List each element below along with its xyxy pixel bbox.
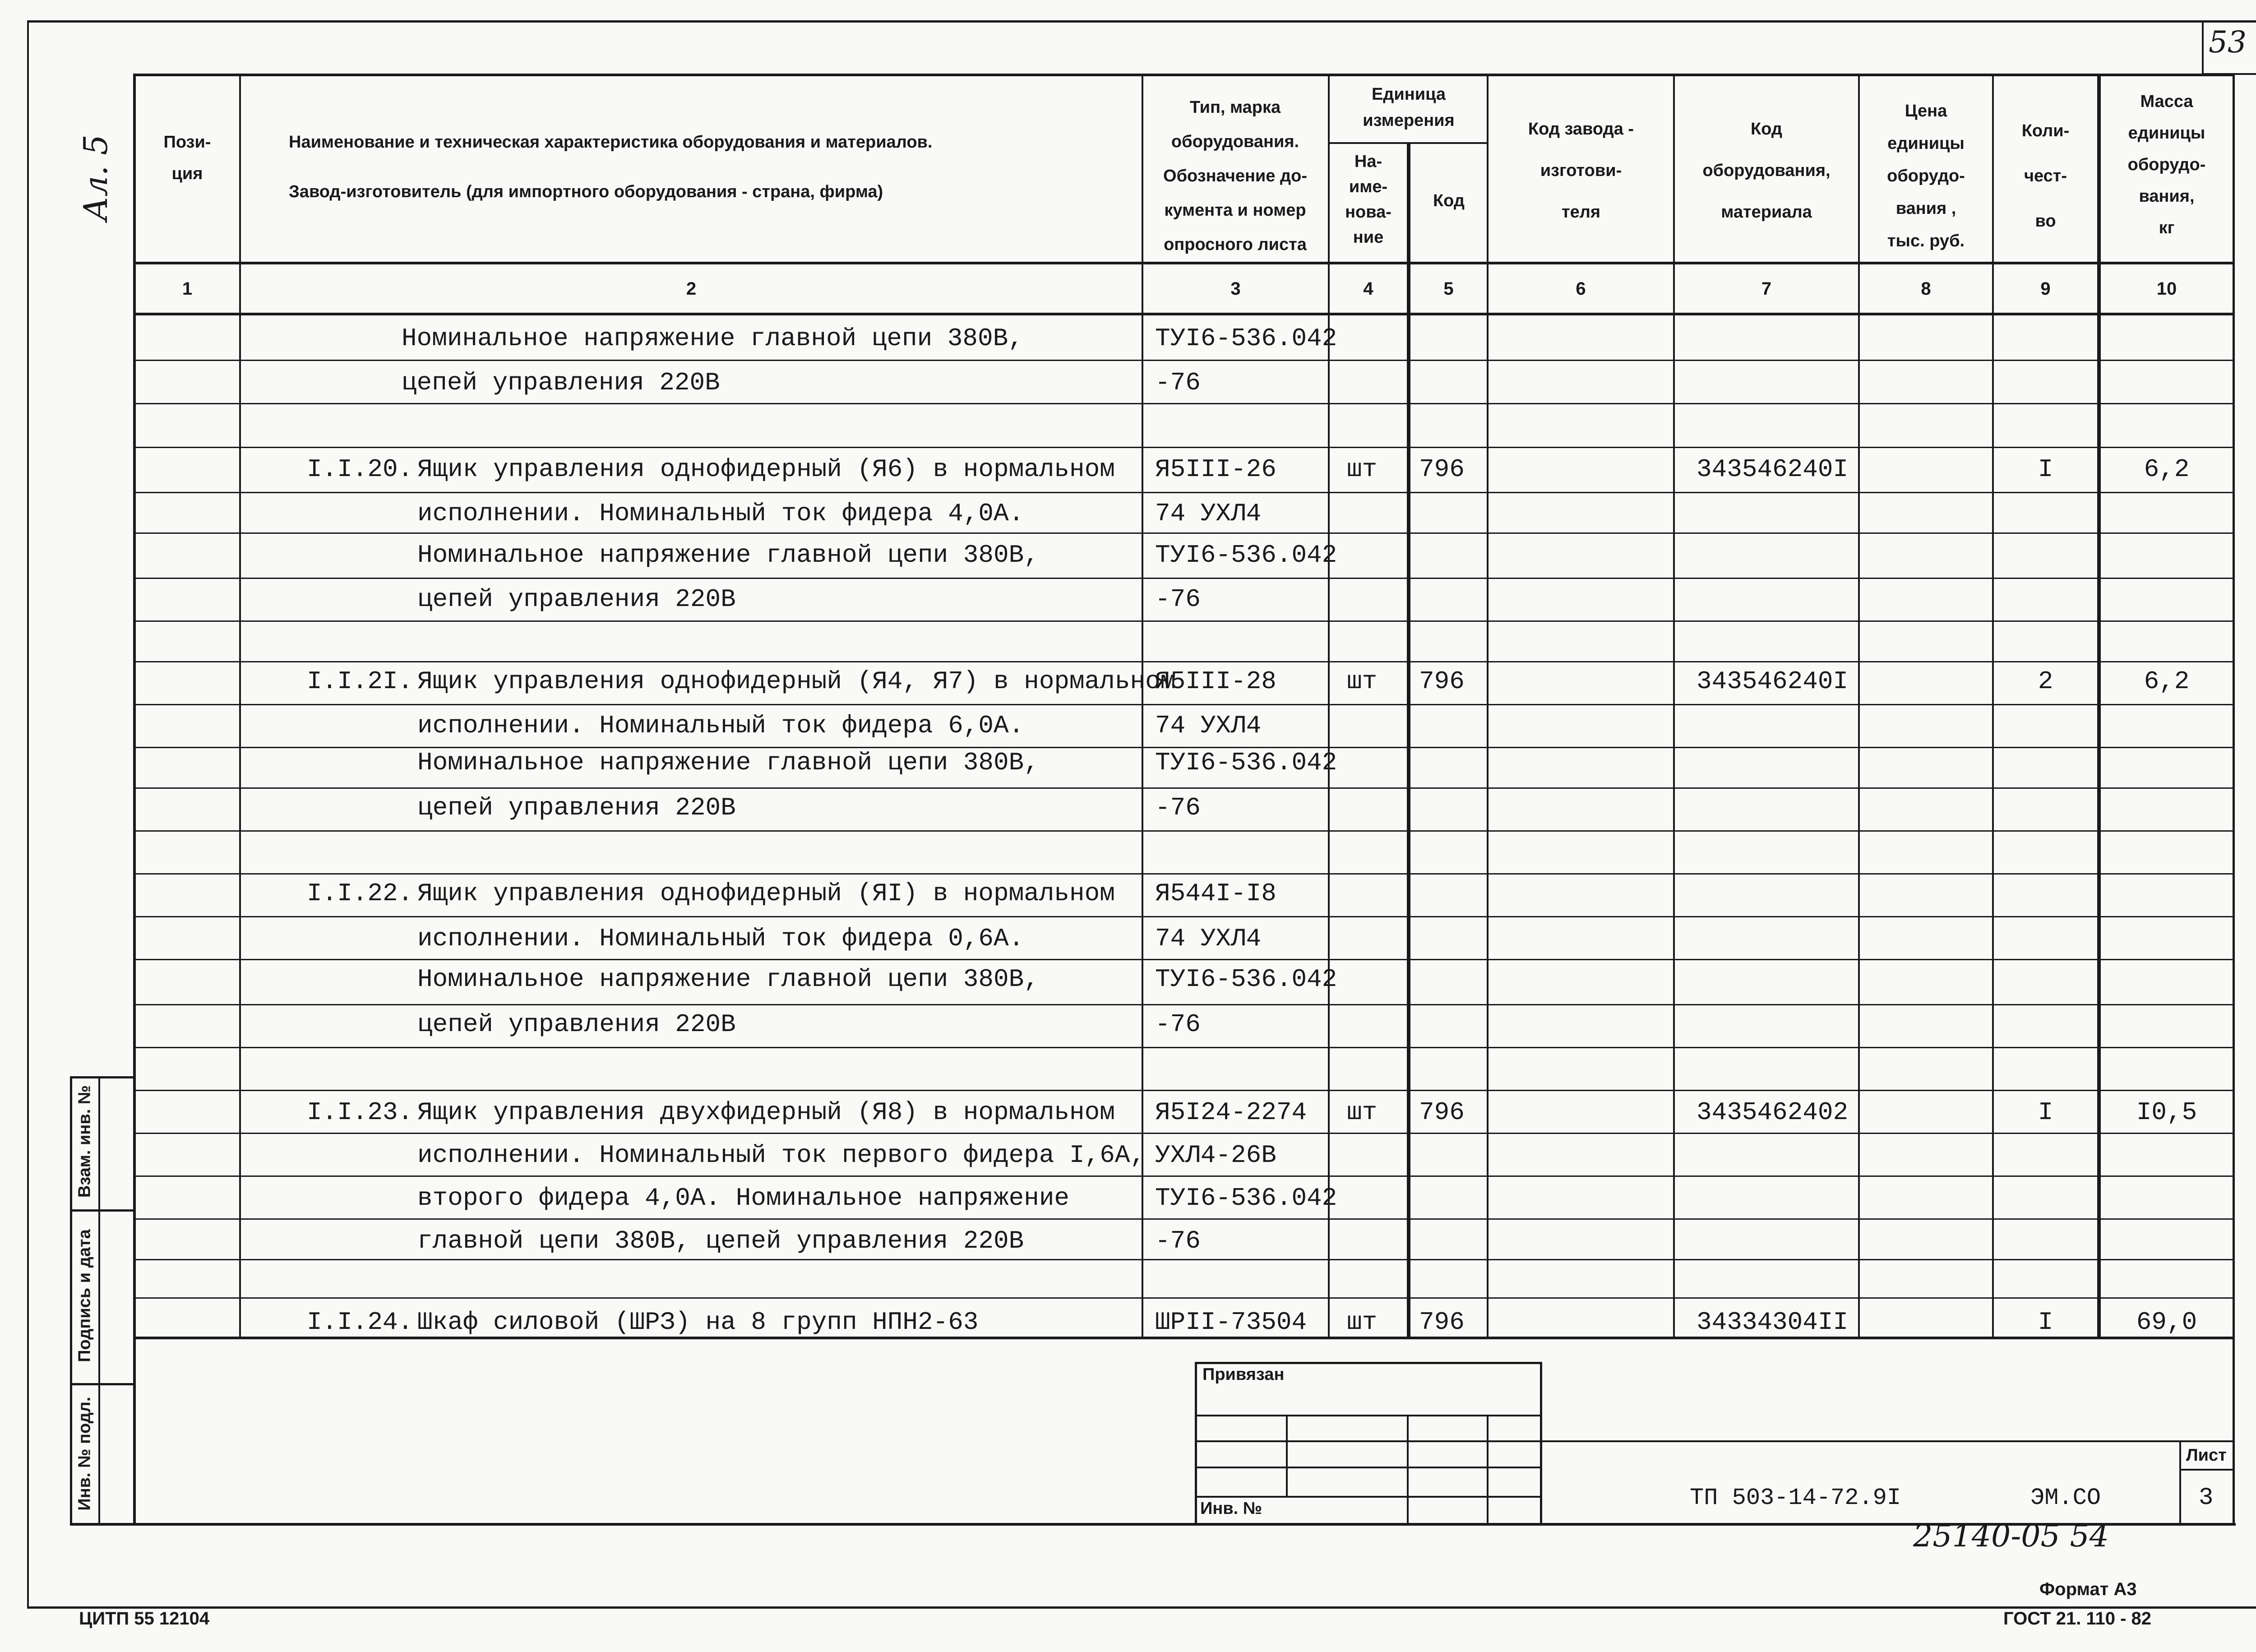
row-separator <box>134 1004 2233 1005</box>
side-box-original-inv: Инв. № подл. <box>75 1397 94 1511</box>
row-description: Ящик управления однофидерный (Я4, Я7) в нормальном <box>417 667 1176 696</box>
row-mass: I0,5 <box>2136 1098 2197 1127</box>
row-description: цепей управления 220В <box>417 1010 736 1039</box>
header-type: Тип, марка оборудования. Обозначение до- кумента и номер опросного листа <box>1163 98 1307 254</box>
frame-top <box>27 20 2256 23</box>
row-type: ТУI6-536.042 <box>1155 541 1337 569</box>
row-type: 74 УХЛ4 <box>1155 711 1262 740</box>
row-unit: шт <box>1347 455 1378 484</box>
row-separator <box>134 1133 2233 1134</box>
row-type: -76 <box>1155 793 1201 822</box>
stamp-doc-mark: ЭМ.СО <box>2030 1485 2101 1511</box>
row-separator <box>134 959 2233 960</box>
row-description: Номинальное напряжение главной цепи 380В, <box>417 965 1039 994</box>
row-equipment-code: 343546240I <box>1697 455 1849 484</box>
row-separator <box>134 1297 2233 1299</box>
row-separator <box>134 447 2233 448</box>
stamp-list-label: Лист <box>2186 1446 2227 1465</box>
col-number-6: 6 <box>1576 279 1586 299</box>
row-equipment-code: 3435462402 <box>1697 1098 1849 1127</box>
footer-gost: ГОСТ 21. 110 - 82 <box>2003 1609 2151 1629</box>
row-equipment-code: 34334304II <box>1697 1308 1849 1337</box>
row-position: I.I.2I. <box>307 667 413 696</box>
stamp-inv-no-label: Инв. № <box>1200 1499 1262 1518</box>
header-mass: Масса единицы оборудо- вания, кг <box>2127 92 2206 237</box>
row-position: I.I.23. <box>307 1098 413 1127</box>
col-number-5: 5 <box>1443 279 1454 299</box>
side-box-inner <box>98 1076 100 1525</box>
row-position: I.I.24. <box>307 1308 413 1337</box>
stamp-line-2 <box>1195 1440 1542 1442</box>
row-separator <box>134 360 2233 361</box>
col-number-10: 10 <box>2156 279 2177 299</box>
row-separator <box>134 1218 2233 1220</box>
stamp-vline-1 <box>1286 1415 1288 1496</box>
row-unit-code: 796 <box>1419 667 1465 696</box>
row-mass: 6,2 <box>2144 455 2190 484</box>
stamp-line-3 <box>1195 1467 1542 1468</box>
row-position: I.I.20. <box>307 455 413 484</box>
row-description: исполнении. Номинальный ток фидера 0,6А. <box>417 924 1024 953</box>
row-description: второго фидера 4,0А. Номинальное напряжение <box>417 1184 1070 1212</box>
row-description: исполнении. Номинальный ток фидера 6,0А. <box>417 711 1024 740</box>
row-quantity: 2 <box>2038 667 2053 696</box>
row-type: Я5III-28 <box>1155 667 1276 696</box>
row-type: ТУI6-536.042 <box>1155 965 1337 994</box>
row-type: Я544I-I8 <box>1155 879 1276 908</box>
row-separator <box>134 916 2233 917</box>
side-box-replaced-inv: Взам. инв. № <box>75 1085 94 1198</box>
row-description: цепей управления 220В <box>417 585 736 614</box>
row-unit-code: 796 <box>1419 1308 1465 1337</box>
row-description: Ящик управления однофидерный (Я6) в нормальном <box>417 455 1115 484</box>
row-type: -76 <box>1155 368 1201 397</box>
stamp-line-4 <box>1195 1496 1542 1498</box>
col-line-5 <box>1487 74 1489 1339</box>
row-type: Я5III-26 <box>1155 455 1276 484</box>
row-description: исполнении. Номинальный ток фидера 4,0А. <box>417 499 1024 528</box>
side-box-sep-2 <box>70 1383 135 1385</box>
col-number-4: 4 <box>1363 279 1373 299</box>
stamp-privyazan-top <box>1195 1362 1542 1364</box>
stamp-privyazan-left <box>1195 1362 1197 1524</box>
row-mass: 69,0 <box>2136 1308 2197 1337</box>
col-number-7: 7 <box>1761 279 1772 299</box>
footer-format: Формат А3 <box>2039 1579 2137 1599</box>
row-separator <box>134 403 2233 404</box>
col-line-8 <box>1992 74 1994 1339</box>
header-quantity: Коли- чест- во <box>2021 121 2070 231</box>
header-unit-code: Код <box>1433 191 1465 210</box>
row-position: I.I.22. <box>307 879 413 908</box>
header-price: Цена единицы оборудо- вания , тыс. руб. <box>1887 102 1965 250</box>
row-type: УХЛ4-26В <box>1155 1141 1276 1170</box>
row-type: ТУI6-536.042 <box>1155 1184 1337 1212</box>
row-mass: 6,2 <box>2144 667 2190 696</box>
handwritten-number: 25140-05 54 <box>1913 1518 2109 1554</box>
table-bottom <box>133 1337 2235 1339</box>
sheet-mark-box-left <box>2202 20 2204 74</box>
row-description: Шкаф силовой (ШРЗ) на 8 групп НПН2-63 <box>417 1308 979 1337</box>
stamp-line-1 <box>1195 1415 1542 1416</box>
stamp-list-number: 3 <box>2199 1484 2214 1512</box>
row-separator <box>134 704 2233 705</box>
header-unit-name: На- име- нова- ние <box>1345 152 1392 247</box>
row-separator <box>134 1175 2233 1177</box>
row-description: Ящик управления однофидерный (ЯI) в нормальном <box>417 879 1115 908</box>
row-type: -76 <box>1155 1226 1201 1255</box>
stamp-vline-3 <box>1487 1415 1489 1525</box>
side-box-signature-date: Подпись и дата <box>75 1229 94 1362</box>
col-number-8: 8 <box>1921 279 1931 299</box>
row-type: -76 <box>1155 1010 1201 1039</box>
row-quantity: I <box>2038 455 2053 484</box>
side-box-left <box>70 1076 72 1525</box>
sheet-mark: 53 <box>2209 25 2247 60</box>
row-type: 74 УХЛ4 <box>1155 499 1262 528</box>
row-description: Номинальное напряжение главной цепи 380В, <box>402 324 1023 353</box>
row-separator <box>134 873 2233 875</box>
header-bottom <box>133 262 2235 264</box>
row-separator <box>134 1047 2233 1048</box>
row-separator <box>134 661 2233 662</box>
row-separator <box>134 492 2233 493</box>
header-description: Наименование и техническая характеристика оборудования и материалов. Завод-изготовитель (для импортного оборудования - страна, фирма) <box>289 133 933 201</box>
side-label: Ал. 5 <box>77 134 115 221</box>
header-factory-code: Код завода - изготови- теля <box>1528 120 1634 222</box>
frame-left <box>27 20 29 1609</box>
col-number-1: 1 <box>182 279 193 299</box>
colnum-bottom <box>133 313 2235 315</box>
row-description: Ящик управления двухфидерный (Я8) в нормальном <box>417 1098 1115 1127</box>
row-separator <box>134 578 2233 579</box>
col-line-10 <box>2233 74 2235 1524</box>
page-bottom-line <box>70 1523 2236 1526</box>
col-line-3 <box>1328 74 1330 1339</box>
row-unit-code: 796 <box>1419 1098 1465 1127</box>
row-separator <box>134 620 2233 622</box>
row-description: Номинальное напряжение главной цепи 380В, <box>417 748 1039 777</box>
row-type: Я5I24-2274 <box>1155 1098 1307 1127</box>
row-type: ТУI6-536.042 <box>1155 324 1337 353</box>
row-quantity: I <box>2038 1098 2053 1127</box>
row-separator <box>134 787 2233 789</box>
table-top <box>133 74 2235 76</box>
row-type: ТУI6-536.042 <box>1155 748 1337 777</box>
col-number-9: 9 <box>2040 279 2051 299</box>
side-box-sep-1 <box>70 1209 135 1212</box>
row-unit: шт <box>1347 1098 1378 1127</box>
col-line-6 <box>1673 74 1675 1339</box>
col-line-1 <box>239 74 241 1339</box>
row-unit: шт <box>1347 1308 1378 1337</box>
row-description: главной цепи 380В, цепей управления 220В <box>417 1226 1024 1255</box>
col-number-3: 3 <box>1230 279 1241 299</box>
col-line-9 <box>2097 74 2101 1339</box>
row-quantity: I <box>2038 1308 2053 1337</box>
row-separator <box>134 532 2233 534</box>
row-unit: шт <box>1347 667 1378 696</box>
row-type: -76 <box>1155 585 1201 614</box>
row-separator <box>134 1090 2233 1091</box>
header-equipment-code: Код оборудования, материала <box>1702 120 1831 222</box>
stamp-doc-code: ТП 503-14-72.9I <box>1690 1485 1901 1511</box>
row-description: Номинальное напряжение главной цепи 380В, <box>417 541 1039 569</box>
row-separator <box>134 1259 2233 1260</box>
frame-bottom <box>27 1606 2256 1609</box>
stamp-list-sep <box>2179 1469 2235 1471</box>
row-separator <box>134 830 2233 832</box>
row-type: 74 УХЛ4 <box>1155 924 1262 953</box>
row-description: исполнении. Номинальный ток первого фидера I,6А, <box>417 1141 1146 1170</box>
header-position: Пози- ция <box>163 133 211 183</box>
col-number-2: 2 <box>686 279 697 299</box>
stamp-privyazan-right <box>1540 1362 1542 1524</box>
col-line-7 <box>1858 74 1860 1339</box>
footer-tsitp: ЦИТП 55 12104 <box>79 1609 210 1629</box>
row-type: ШРII-73504 <box>1155 1308 1307 1337</box>
header-unit: Единица измерения <box>1363 85 1455 130</box>
stamp-doc-top <box>1542 1440 2235 1442</box>
stamp-privyazan-label: Привязан <box>1202 1365 1285 1384</box>
row-equipment-code: 343546240I <box>1697 667 1849 696</box>
row-description: цепей управления 220В <box>402 368 720 397</box>
col-line-4 <box>1407 142 1410 1339</box>
stamp-vline-2 <box>1407 1415 1409 1525</box>
stamp-list-left <box>2179 1440 2181 1525</box>
row-unit-code: 796 <box>1419 455 1465 484</box>
row-description: цепей управления 220В <box>417 793 736 822</box>
